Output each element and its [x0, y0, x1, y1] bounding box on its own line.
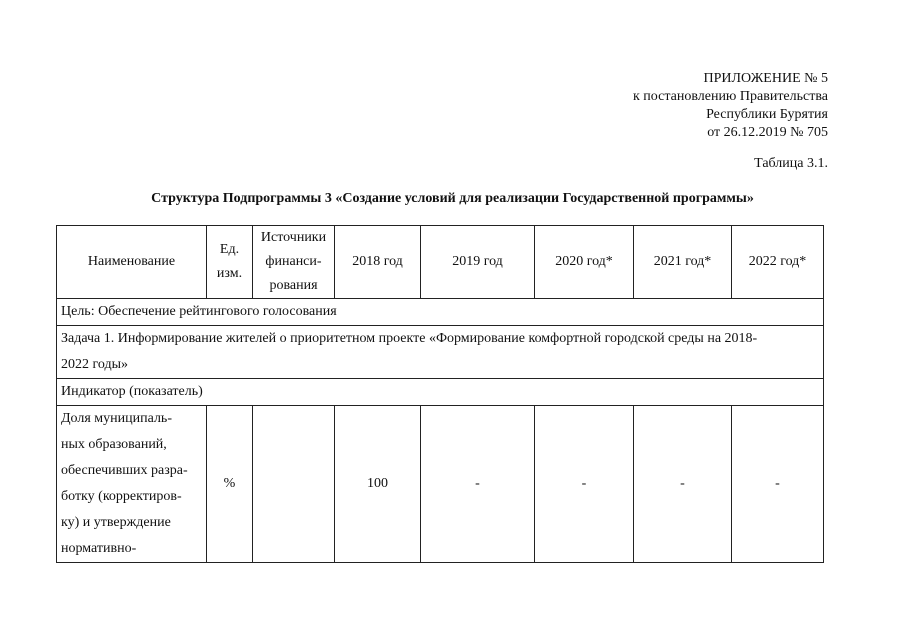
col-header-2021: 2021 год* [634, 226, 732, 299]
indicator-name-line: обеспечивших разра- [61, 463, 188, 478]
col-header-sources-line: рования [269, 278, 318, 293]
col-header-sources-line: финанси- [265, 254, 322, 269]
task-row [57, 326, 824, 379]
table-row [57, 406, 824, 563]
indicator-name-line: ку) и утверждение [61, 515, 171, 530]
indicator-2018-cell: 100 [335, 406, 421, 563]
col-header-2020: 2020 год* [535, 226, 634, 299]
col-header-sources [253, 226, 335, 299]
indicator-heading-cell: Индикатор (показатель) [57, 379, 824, 406]
task-cell [57, 326, 824, 379]
indicator-name-cell [57, 406, 207, 563]
indicator-2020-cell: - [535, 406, 634, 563]
col-header-2018: 2018 год [335, 226, 421, 299]
appendix-header [633, 70, 828, 142]
subprogram-structure-table [56, 225, 824, 563]
col-header-unit [207, 226, 253, 299]
table-label: Таблица 3.1. [754, 156, 828, 171]
indicator-name-line: ных образований, [61, 437, 167, 452]
col-header-2022: 2022 год* [732, 226, 824, 299]
goal-cell: Цель: Обеспечение рейтингового голосования [57, 299, 824, 326]
appendix-republic-line: Республики Бурятия [706, 107, 828, 122]
col-header-unit-line: Ед. [219, 242, 240, 257]
col-header-unit-line: изм. [216, 266, 243, 281]
document-title: Структура Подпрограммы 3 «Создание условий для реализации Государственной программы» [151, 191, 754, 206]
appendix-date-line: от 26.12.2019 № 705 [707, 125, 828, 140]
appendix-number: ПРИЛОЖЕНИЕ № 5 [703, 71, 828, 86]
indicator-2021-cell: - [634, 406, 732, 563]
indicator-2019-cell: - [421, 406, 535, 563]
indicator-sources-cell [253, 406, 335, 563]
task-line: 2022 годы» [61, 357, 129, 372]
col-header-2019: 2019 год [421, 226, 535, 299]
task-line: Задача 1. Информирование жителей о приоритетном проекте «Формирование комфортной городской среды на 2018- [61, 331, 758, 346]
indicator-2022-cell: - [732, 406, 824, 563]
col-header-sources-line: Источники [260, 230, 327, 245]
col-header-name: Наименование [57, 226, 207, 299]
table-header-row [57, 226, 824, 299]
appendix-resolution-line: к постановлению Правительства [632, 89, 828, 104]
indicator-name-line: ботку (корректиров- [61, 489, 182, 504]
indicator-name-line: нормативно- [61, 541, 137, 556]
indicator-name-line: Доля муниципаль- [61, 411, 172, 426]
indicator-heading-row [57, 379, 824, 406]
goal-row [57, 299, 824, 326]
indicator-unit-cell: % [207, 406, 253, 563]
